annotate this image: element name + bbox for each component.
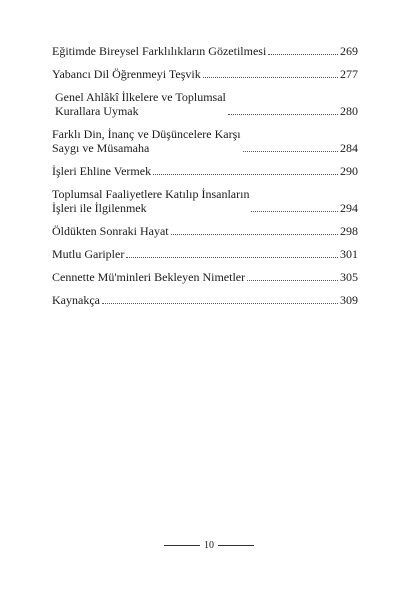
toc-entry-title: Mutlu Garipler bbox=[52, 247, 125, 261]
dot-leader bbox=[228, 113, 338, 115]
toc-entry-page: 309 bbox=[340, 293, 358, 307]
dot-leader bbox=[126, 256, 338, 258]
footer-rule-right bbox=[218, 545, 254, 546]
toc-entry-page: 290 bbox=[340, 164, 358, 178]
toc-entry bbox=[52, 270, 358, 284]
toc-entry-page: 298 bbox=[340, 224, 358, 238]
toc-entry-title: Cennette Mü'minleri Bekleyen Nimetler bbox=[52, 270, 246, 284]
dot-leader bbox=[102, 302, 338, 304]
toc-entry-title: Genel Ahlâkî İlkelere ve Toplumsal Kurallara Uymak bbox=[55, 90, 226, 118]
toc-entry-page: 280 bbox=[340, 104, 358, 118]
toc-entry bbox=[52, 293, 358, 307]
toc-entry bbox=[52, 90, 358, 118]
dot-leader bbox=[203, 76, 338, 78]
dot-leader bbox=[251, 210, 338, 212]
toc-entry bbox=[52, 127, 358, 155]
toc-entry-page: 277 bbox=[340, 67, 358, 81]
toc-entry-title: Yabancı Dil Öğrenmeyi Teşvik bbox=[52, 67, 201, 81]
toc-entry bbox=[52, 224, 358, 238]
dot-leader bbox=[247, 279, 338, 281]
toc-entry-page: 294 bbox=[340, 201, 358, 215]
toc-entry-page: 305 bbox=[340, 270, 358, 284]
toc-entry-page: 269 bbox=[340, 44, 358, 58]
dot-leader bbox=[171, 233, 338, 235]
toc-entry bbox=[52, 44, 358, 58]
toc-entry-title: Toplumsal Faaliyetlere Katılıp İnsanların İşleri ile İlgilenmek bbox=[52, 187, 250, 215]
dot-leader bbox=[268, 53, 338, 55]
toc-entry-page: 284 bbox=[340, 141, 358, 155]
toc-entry bbox=[52, 67, 358, 81]
dot-leader bbox=[243, 150, 338, 152]
toc-entry-title: Farklı Din, İnanç ve Düşüncelere Karşı Saygı ve Müsamaha bbox=[52, 127, 241, 155]
toc-entry bbox=[52, 187, 358, 215]
toc-entry-title: Eğitimde Bireysel Farklılıkların Gözetilmesi bbox=[52, 44, 267, 58]
toc-entry-page: 301 bbox=[340, 247, 358, 261]
page-number: 10 bbox=[204, 540, 214, 551]
toc-entry-title: İşleri Ehline Vermek bbox=[52, 164, 152, 178]
page-footer bbox=[0, 540, 418, 551]
table-of-contents bbox=[52, 44, 358, 316]
dot-leader bbox=[153, 173, 338, 175]
toc-entry bbox=[52, 247, 358, 261]
footer-rule-left bbox=[164, 545, 200, 546]
toc-entry-title: Kaynakça bbox=[52, 293, 100, 307]
toc-entry-title: Öldükten Sonraki Hayat bbox=[52, 224, 169, 238]
toc-entry bbox=[52, 164, 358, 178]
